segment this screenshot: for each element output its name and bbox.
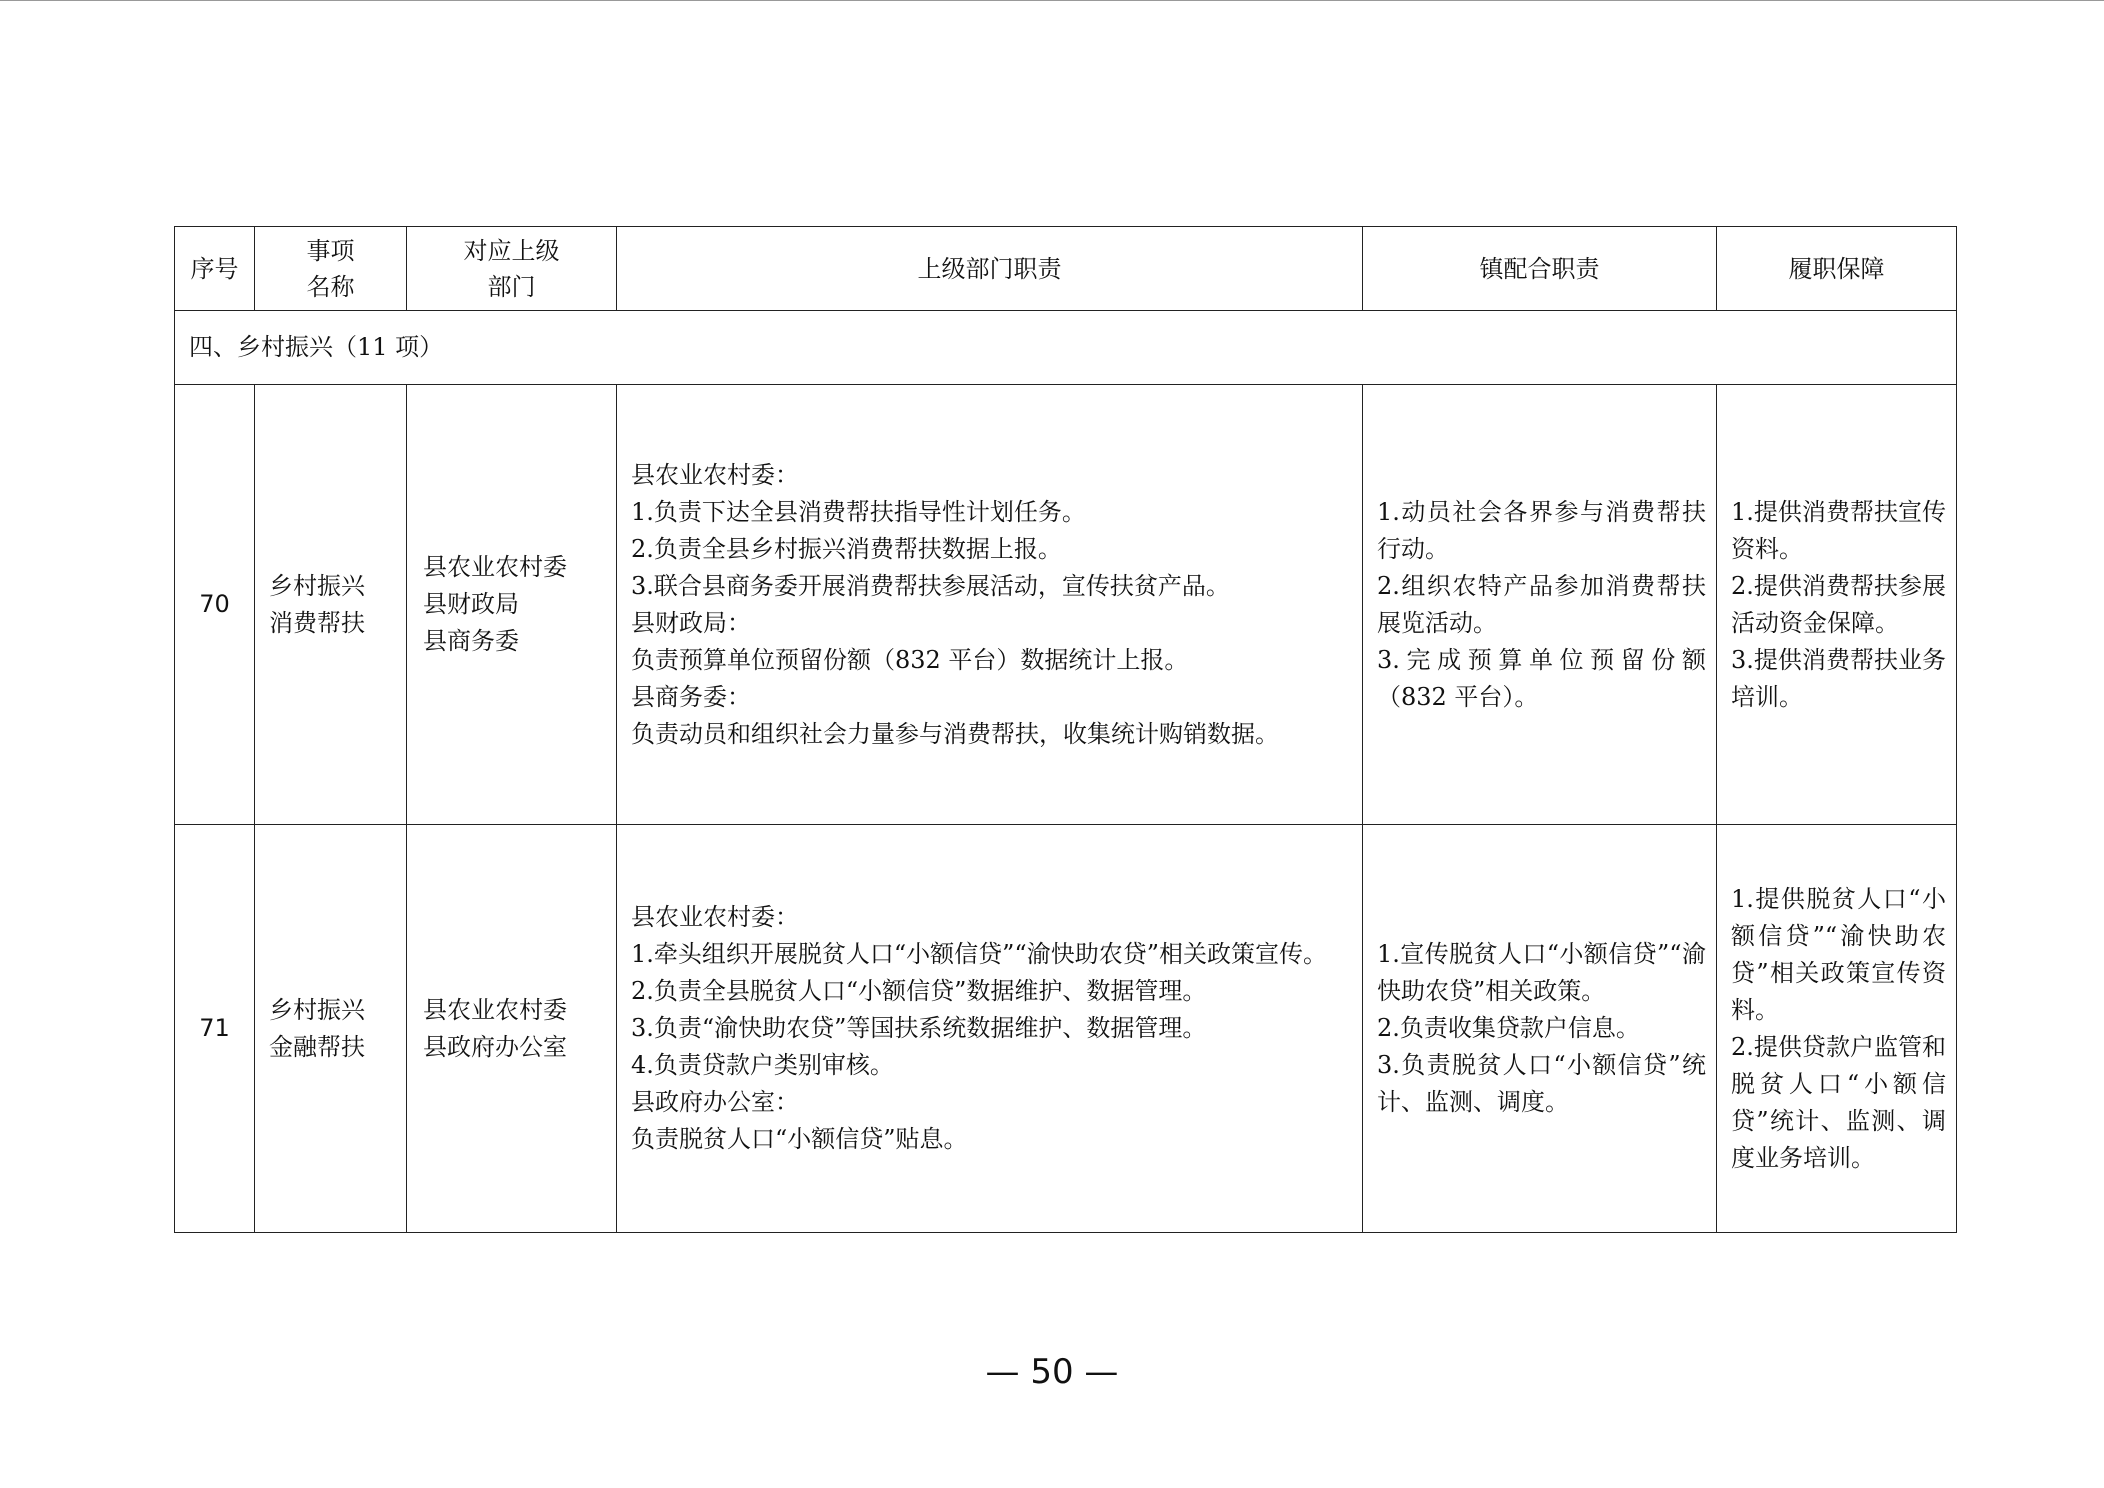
duty-table	[174, 226, 1957, 1233]
header-superior-duty: 上级部门职责	[617, 227, 1363, 311]
header-seq: 序号	[175, 227, 255, 311]
table-row	[175, 385, 1957, 825]
table-row	[175, 825, 1957, 1233]
item-name: 乡村振兴 金融帮扶	[255, 825, 407, 1233]
superior-depts: 县农业农村委 县财政局 县商务委	[407, 385, 617, 825]
superior-duty: 县农业农村委： 1.牵头组织开展脱贫人口“小额信贷”“渝快助农贷”相关政策宣传。 2.负责全县脱贫人口“小额信贷”数据维护、数据管理。 3.负责“渝快助农贷”等国扶系统数据维护、数据管理。 4.负责贷款户类别审核。 县政府办公室： 负责脱贫人口“小额信贷”贴息。	[617, 825, 1363, 1233]
table-header-row	[175, 227, 1957, 311]
section-row	[175, 311, 1957, 385]
header-guarantee: 履职保障	[1717, 227, 1957, 311]
page-number: — 50 —	[985, 1352, 1119, 1392]
town-duty: 1.动员社会各界参与消费帮扶行动。 2.组织农特产品参加消费帮扶展览活动。 3.完成预算单位预留份额（832 平台）。	[1363, 385, 1717, 825]
town-duty: 1.宣传脱贫人口“小额信贷”“渝快助农贷”相关政策。 2.负责收集贷款户信息。 3.负责脱贫人口“小额信贷”统计、监测、调度。	[1363, 825, 1717, 1233]
superior-duty: 县农业农村委： 1.负责下达全县消费帮扶指导性计划任务。 2.负责全县乡村振兴消费帮扶数据上报。 3.联合县商务委开展消费帮扶参展活动，宣传扶贫产品。 县财政局： 负责预算单位预留份额（832 平台）数据统计上报。 县商务委： 负责动员和组织社会力量参与消费帮扶，收集统计购销数据。	[617, 385, 1363, 825]
item-name: 乡村振兴 消费帮扶	[255, 385, 407, 825]
header-town-duty: 镇配合职责	[1363, 227, 1717, 311]
top-border-line	[0, 0, 2104, 1]
superior-depts: 县农业农村委 县政府办公室	[407, 825, 617, 1233]
header-item-name: 事项 名称	[255, 227, 407, 311]
row-number: 71	[175, 825, 255, 1233]
header-superior-dept: 对应上级 部门	[407, 227, 617, 311]
guarantee: 1.提供消费帮扶宣传资料。 2.提供消费帮扶参展活动资金保障。 3.提供消费帮扶业务培训。	[1717, 385, 1957, 825]
section-title: 四、乡村振兴（11 项）	[175, 311, 1957, 385]
guarantee: 1.提供脱贫人口“小额信贷”“渝快助农贷”相关政策宣传资料。 2.提供贷款户监管和脱贫人口“小额信贷”统计、监测、调度业务培训。	[1717, 825, 1957, 1233]
row-number: 70	[175, 385, 255, 825]
